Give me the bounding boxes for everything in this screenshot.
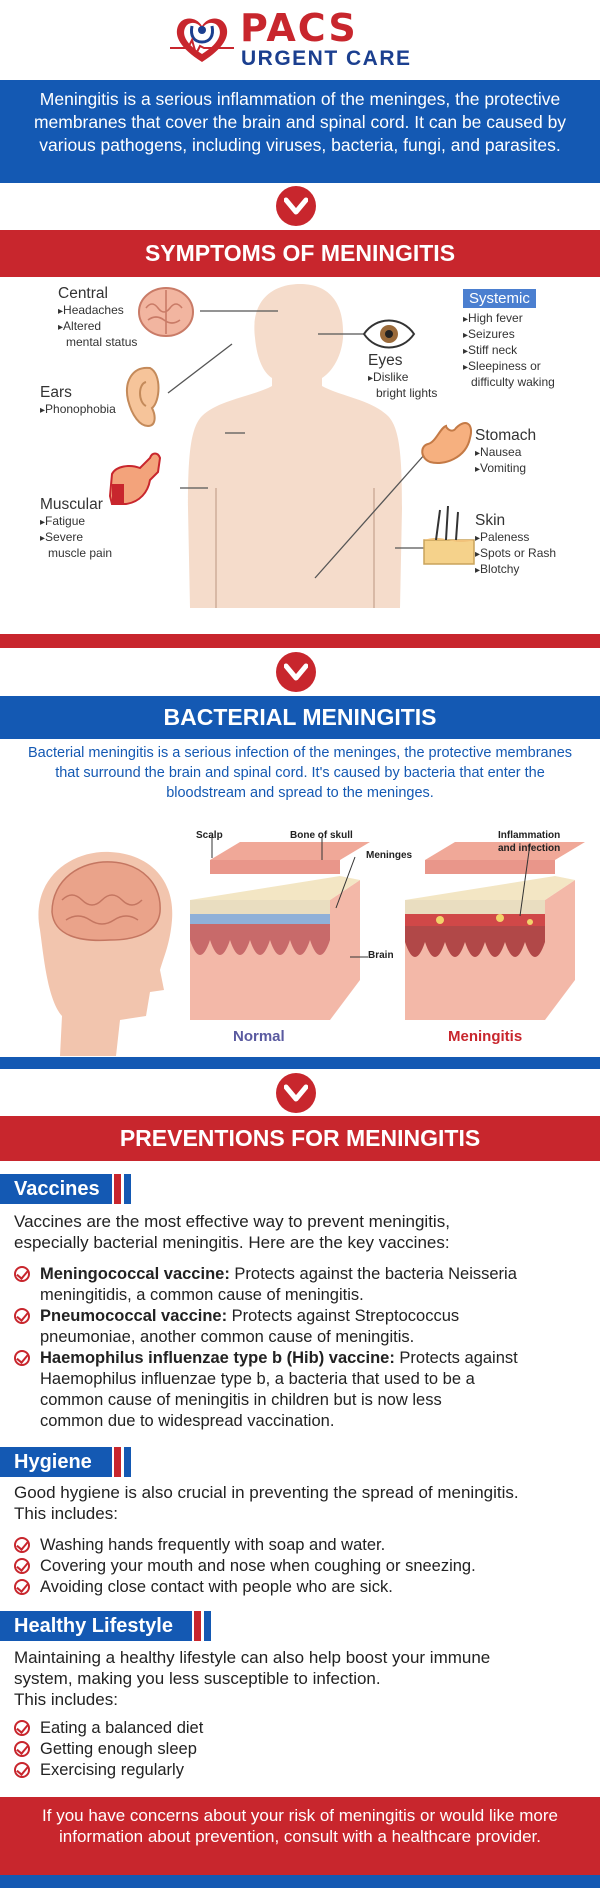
vaccine-text: Protects against (394, 1349, 518, 1367)
intro-line: especially bacterial meningitis. Here are the key vaccines: (14, 1233, 450, 1252)
symptom-muscular-label: Muscular (40, 496, 103, 513)
vaccines-intro (14, 1211, 450, 1253)
skin-hair-icon (424, 506, 474, 564)
list-item (14, 1264, 518, 1306)
meningitis-tissue-block (405, 842, 585, 1020)
lifestyle-heading: Healthy Lifestyle (0, 1611, 192, 1641)
brand-header (0, 0, 600, 80)
vaccine-text: Protects against the bacteria Neisseria (229, 1265, 517, 1283)
label-scalp: Scalp (196, 830, 223, 841)
symptom-eyes (368, 352, 437, 400)
list-item (14, 1306, 518, 1348)
vaccine-text: Haemophilus influenzae type b, a bacteria that used to be a (40, 1370, 475, 1388)
hygiene-heading: Hygiene (0, 1447, 112, 1477)
list-item: ▸ Vomiting (475, 461, 536, 477)
list-item: ▸ Sleepiness or (463, 359, 555, 375)
heading-bars (114, 1174, 136, 1204)
intro-line: Maintaining a healthy lifestyle can also help boost your immune (14, 1648, 491, 1667)
label-brain: Brain (368, 950, 394, 961)
vaccine-text: meningitidis, a common cause of meningitis. (40, 1286, 364, 1304)
hygiene-intro (14, 1482, 519, 1524)
list-item: ▸ Severe (40, 530, 112, 546)
chevron-down-icon (276, 186, 316, 226)
chevron-down-icon (276, 652, 316, 692)
intro-line: system, making you less susceptible to infection. (14, 1669, 381, 1688)
list-item-text: Getting enough sleep (40, 1740, 197, 1758)
head-brain-icon (38, 852, 172, 1056)
check-circle-icon (14, 1537, 30, 1553)
list-item-text: Washing hands frequently with soap and water. (40, 1536, 386, 1554)
brain-icon (139, 288, 193, 336)
list-item (14, 1760, 203, 1781)
symptom-ears-label: Ears (40, 384, 72, 401)
list-item: ▸ Blotchy (475, 562, 556, 578)
label-inflammation: Inflammation (498, 830, 561, 841)
check-circle-icon (14, 1308, 30, 1324)
check-circle-icon (14, 1350, 30, 1366)
symptom-central-label: Central (58, 285, 108, 302)
meningitis-caption: Meningitis (448, 1028, 523, 1045)
vaccines-list (14, 1264, 518, 1432)
lifestyle-list (14, 1718, 203, 1781)
intro-banner: Meningitis is a serious inflammation of the meninges, the protective membranes that cover the brain and spinal cord. It can be caused by various pathogens, including viruses, bacteria, fungi, and parasites. (0, 80, 600, 183)
normal-caption: Normal (233, 1028, 285, 1045)
bicep-icon (110, 454, 160, 505)
bacterial-title: BACTERIAL MENINGITIS (0, 696, 600, 739)
hygiene-list (14, 1535, 476, 1598)
vaccine-name: Haemophilus influenzae type b (Hib) vaccine: (40, 1349, 395, 1367)
eye-icon (364, 321, 414, 348)
label-meninges: Meninges (366, 850, 413, 861)
vaccine-text: pneumoniae, another common cause of meningitis. (40, 1328, 415, 1346)
list-item: ▸ Altered (58, 319, 137, 335)
list-item: mental status (66, 335, 138, 349)
ear-icon (127, 368, 159, 426)
brand-subtitle: URGENT CARE (241, 47, 412, 70)
list-item: bright lights (376, 386, 438, 400)
heading-bars (114, 1447, 136, 1477)
vaccine-name: Pneumococcal vaccine: (40, 1307, 228, 1325)
list-item: ▸ Fatigue (40, 514, 112, 530)
symptom-skin-label: Skin (475, 512, 506, 529)
intro-line: This includes: (14, 1690, 118, 1709)
divider (0, 1057, 600, 1069)
list-item: muscle pain (48, 546, 113, 560)
heart-stethoscope-logo-icon (170, 8, 234, 68)
check-circle-icon (14, 1762, 30, 1778)
lifestyle-intro (14, 1647, 490, 1710)
list-item: difficulty waking (471, 375, 555, 389)
list-item (14, 1718, 203, 1739)
divider (0, 1875, 600, 1888)
list-item: ▸ Paleness (475, 530, 556, 546)
stomach-icon (422, 423, 471, 463)
vaccine-text: common cause of meningitis in children but is now less (40, 1391, 442, 1409)
list-item (14, 1535, 476, 1556)
normal-tissue-block (190, 842, 370, 1020)
check-circle-icon (14, 1579, 30, 1595)
vaccine-name: Meningococcal vaccine: (40, 1265, 230, 1283)
label-and-infection: and infection (498, 843, 561, 854)
intro-line: This includes: (14, 1504, 118, 1523)
symptom-systemic-label: Systemic (463, 289, 536, 308)
bacterial-description: Bacterial meningitis is a serious infection of the meninges, the protective membranes that surround the brain and spinal cord. It's caused by bacteria that enter the bloodstream and spread to the meninges. (27, 745, 573, 801)
list-item-text: Covering your mouth and nose when coughing or sneezing. (40, 1557, 476, 1575)
list-item: ▸ Phonophobia (40, 402, 116, 418)
list-item: ▸ Seizures (463, 327, 555, 343)
list-item: ▸ Stiff neck (463, 343, 555, 359)
divider (0, 634, 600, 648)
vaccine-text: Protects against Streptococcus (227, 1307, 460, 1325)
heading-bars (194, 1611, 216, 1641)
footer-banner: If you have concerns about your risk of meningitis or would like more information about prevention, consult with a healthcare provider. (0, 1797, 600, 1875)
list-item (14, 1348, 518, 1432)
intro-line: Vaccines are the most effective way to prevent meningitis, (14, 1212, 450, 1231)
check-circle-icon (14, 1720, 30, 1736)
list-item-text: Eating a balanced diet (40, 1719, 204, 1737)
symptom-muscular (40, 496, 112, 560)
preventions-title: PREVENTIONS FOR MENINGITIS (0, 1116, 600, 1161)
list-item (14, 1577, 476, 1598)
vaccines-heading: Vaccines (0, 1174, 112, 1204)
list-item (14, 1556, 476, 1577)
symptom-eyes-label: Eyes (368, 352, 403, 369)
list-item (14, 1739, 203, 1760)
symptom-skin (475, 512, 556, 578)
symptoms-title: SYMPTOMS OF MENINGITIS (0, 230, 600, 277)
list-item: ▸ High fever (463, 311, 555, 327)
label-bone-of-skull: Bone of skull (290, 830, 353, 841)
check-circle-icon (14, 1558, 30, 1574)
symptom-systemic (463, 290, 555, 389)
list-item: ▸ Spots or Rash (475, 546, 556, 562)
symptom-stomach (475, 427, 536, 477)
chevron-down-icon (276, 1073, 316, 1113)
list-item-text: Avoiding close contact with people who are sick. (40, 1578, 393, 1596)
brand-name: PACS (240, 6, 358, 50)
meninges-illustration (0, 820, 600, 1060)
vaccine-text: common due to widespread vaccination. (40, 1412, 335, 1430)
check-circle-icon (14, 1741, 30, 1757)
list-item: ▸ Headaches (58, 303, 137, 319)
symptom-ears (40, 384, 116, 418)
list-item-text: Exercising regularly (40, 1761, 184, 1779)
list-item: ▸ Nausea (475, 445, 536, 461)
symptom-stomach-label: Stomach (475, 427, 537, 444)
symptom-central (58, 285, 137, 349)
list-item: ▸ Dislike (368, 370, 437, 386)
intro-line: Good hygiene is also crucial in preventing the spread of meningitis. (14, 1483, 519, 1502)
check-circle-icon (14, 1266, 30, 1282)
